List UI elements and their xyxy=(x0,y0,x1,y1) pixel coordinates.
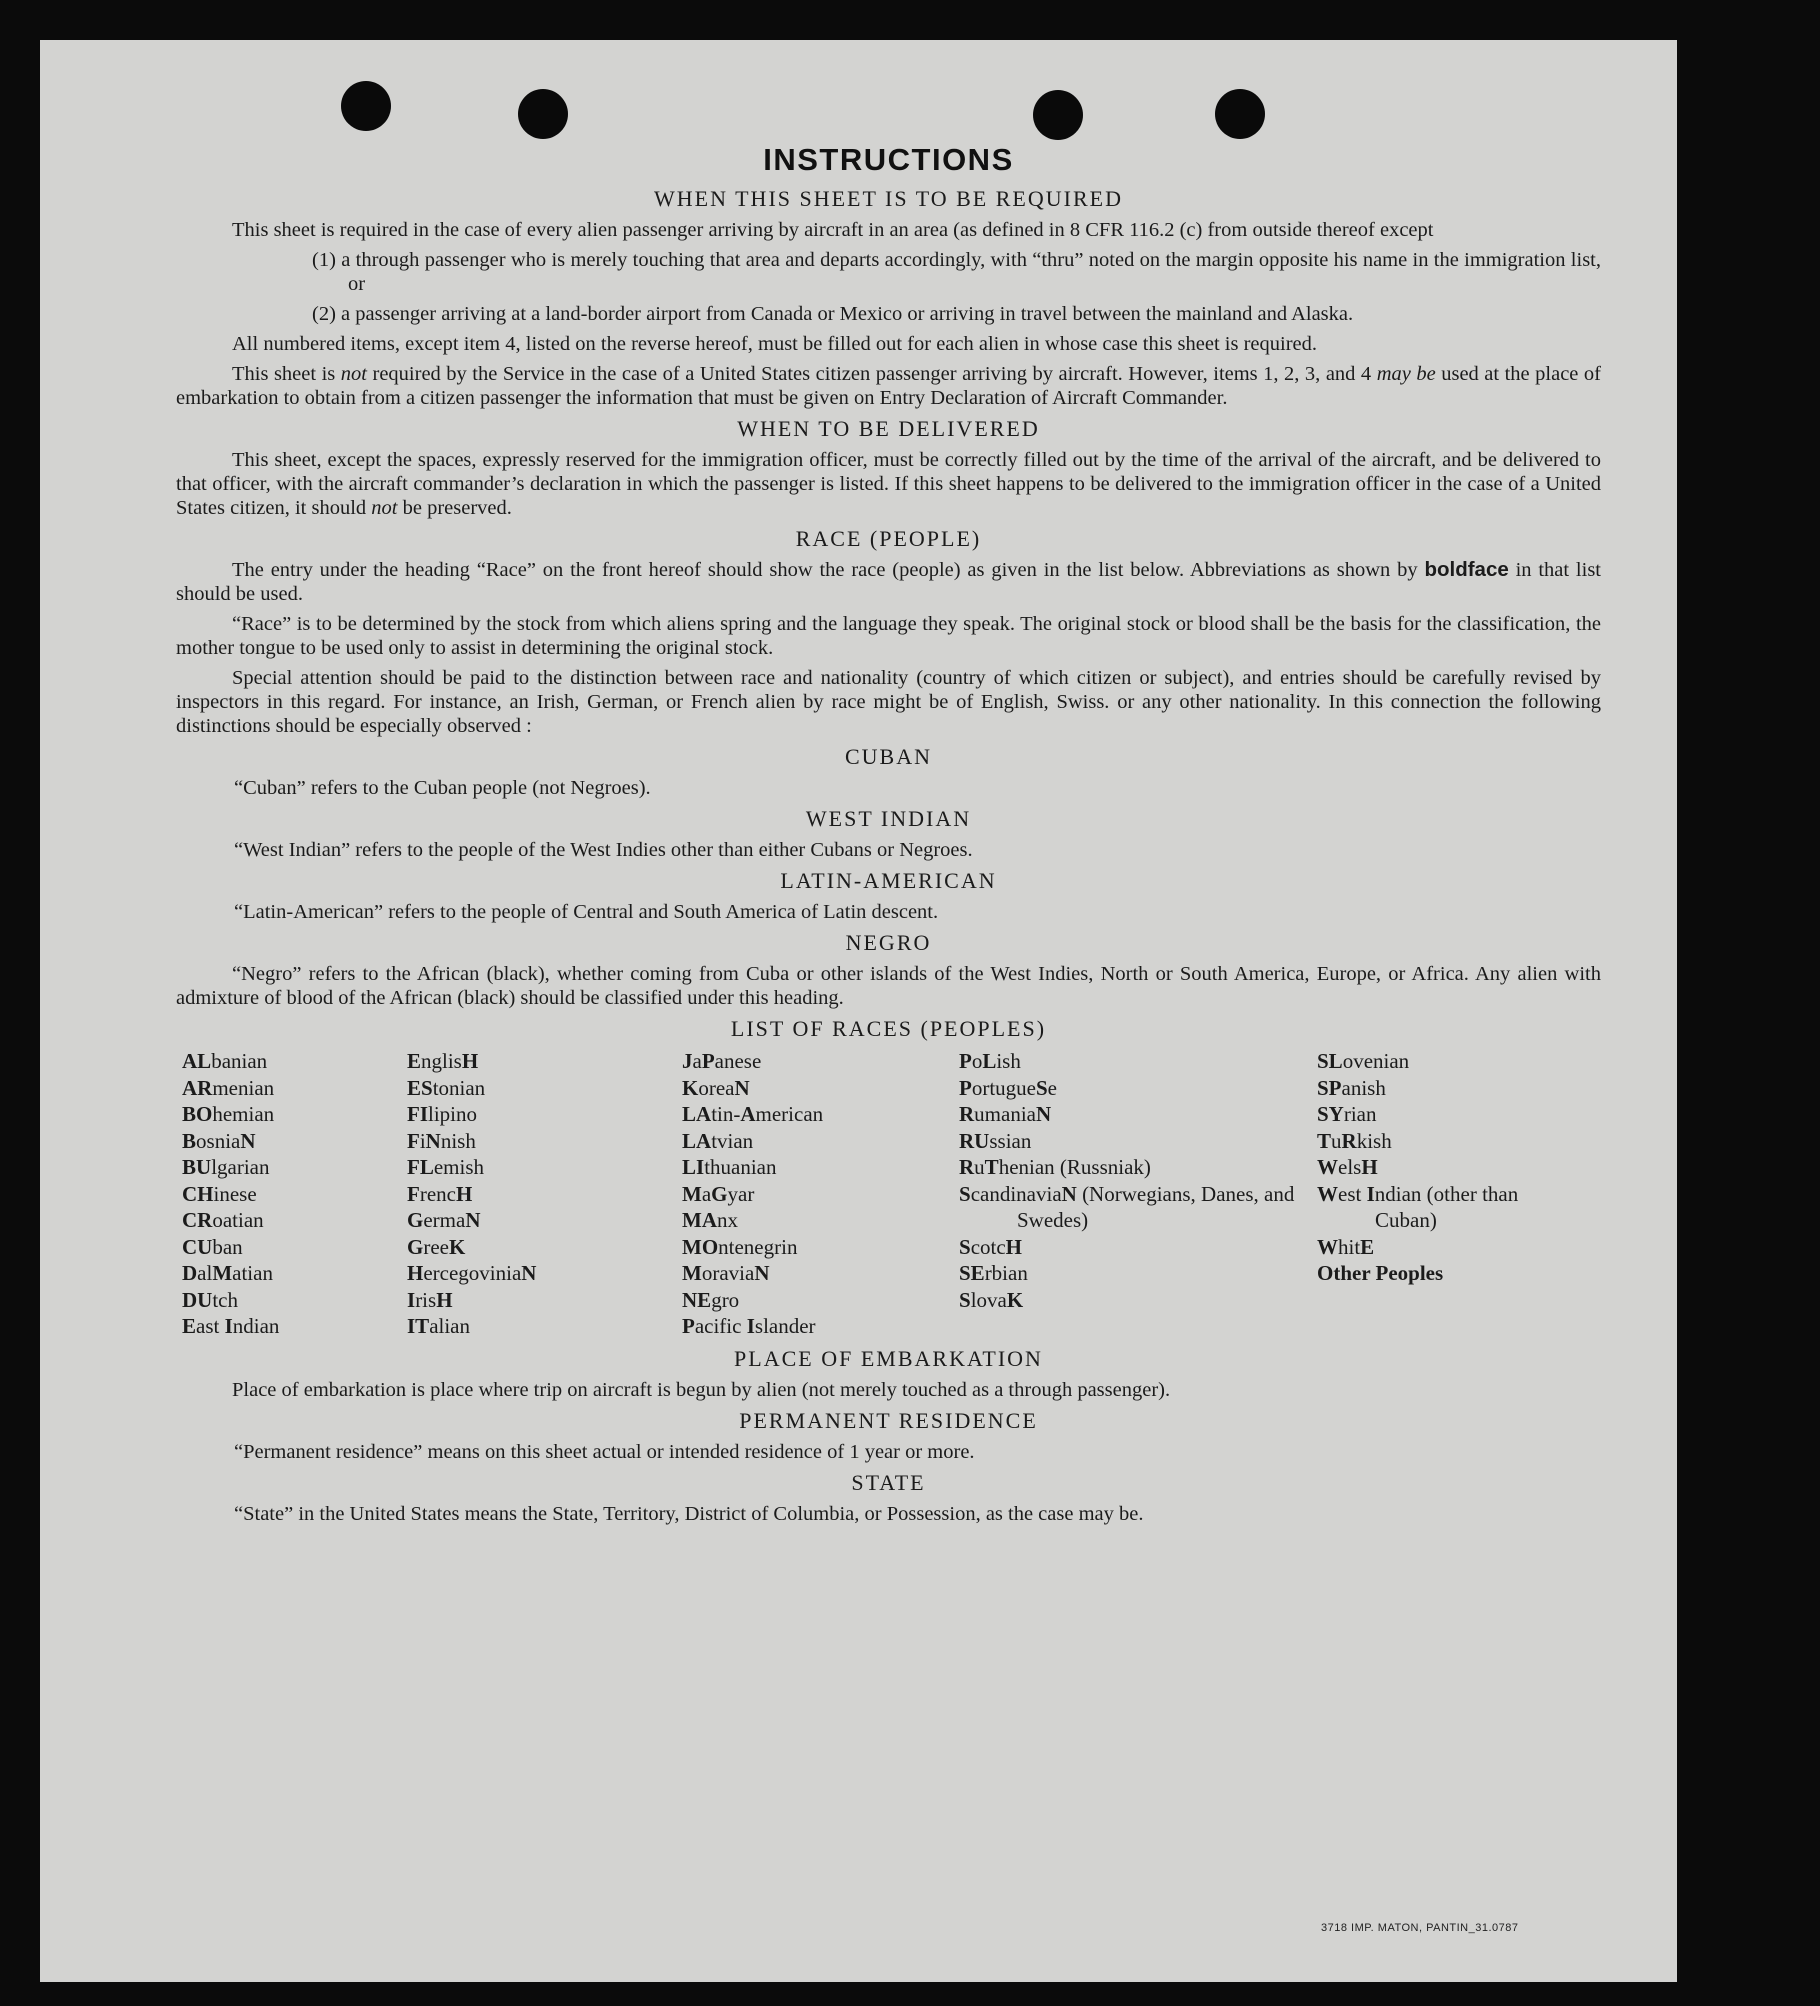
race-list-item: LAtvian xyxy=(682,1128,754,1153)
race-list-item: TuRkish xyxy=(1317,1128,1392,1153)
exception-item-1: (1) a through passenger who is merely touching that area and departs accordingly, with “thru” noted on the margin opposite his name in the immigration list, or xyxy=(312,249,1601,295)
printer-imprint: 3718 IMP. MATON, PANTIN_31.0787 xyxy=(1321,1922,1519,1934)
heading-west-indian: WEST INDIAN xyxy=(805,806,972,831)
race-list xyxy=(182,1048,1601,1340)
race-list-item: PortugueSe xyxy=(959,1075,1057,1100)
race-list-item: GermaN xyxy=(407,1208,481,1232)
numbered-items-note: All numbered items, except item 4, listed on the reverse hereof, must be filled out for each alien in whose case this sheet is required. xyxy=(232,333,1318,355)
heading-negro: NEGRO xyxy=(845,930,932,955)
race-list-item: ScandinaviaN (Norwegians, Danes, and Swedes) xyxy=(959,1181,1295,1232)
race-list-item: DUtch xyxy=(182,1287,238,1312)
embarkation-text: Place of embarkation is place where trip on aircraft is begun by alien (not merely touched as a through passenger). xyxy=(232,1378,1171,1401)
race-list-item: KoreaN xyxy=(682,1075,750,1100)
race-list-item: RumaniaN xyxy=(959,1102,1052,1126)
race-paragraph-1: The entry under the heading “Race” on the front hereof should show the race (people) as given in the list below. Abbreviations as shown by boldface in that list should be used. xyxy=(176,558,1601,605)
race-list-item: EStonian xyxy=(407,1075,486,1100)
race-list-item: GreeK xyxy=(407,1234,466,1259)
race-list-item: FIlipino xyxy=(407,1102,478,1126)
race-list-item: ALbanian xyxy=(182,1049,268,1073)
page-title: INSTRUCTIONS xyxy=(763,142,1014,177)
race-paragraph-2: “Race” is to be determined by the stock from which aliens spring and the language they speak. The original stock or blood shall be the basis for the classification, the mother tongue to be used only to assist in determining the original stock. xyxy=(176,613,1601,659)
race-list-item: BUlgarian xyxy=(182,1155,270,1179)
delivery-text: This sheet, except the spaces, expressly reserved for the immigration officer, must be correctly filled out by the time of the arrival of the aircraft, and be delivered to that officer, with the aircraft commander’s declaration in which the passenger is listed. If this sheet happens to be delivered to the immigration officer in the case of a United States citizen, it should not be preserved. xyxy=(176,449,1601,519)
race-list-item: West Indian (other than Cuban) xyxy=(1317,1181,1519,1232)
race-list-item: CHinese xyxy=(182,1181,257,1206)
race-list-item: Other Peoples xyxy=(1317,1261,1444,1285)
race-list-item: ARmenian xyxy=(182,1075,275,1100)
race-list-item: RuThenian (Russniak) xyxy=(959,1155,1151,1179)
race-list-item: SLovenian xyxy=(1317,1049,1410,1073)
race-list-item: DalMatian xyxy=(182,1261,273,1285)
race-column xyxy=(682,1048,959,1340)
race-list-item: CUban xyxy=(182,1234,243,1259)
race-list-item: East Indian xyxy=(182,1314,280,1338)
race-column xyxy=(407,1048,682,1340)
citizen-note: This sheet is not required by the Service in the case of a United States citizen passenger arriving by aircraft. However, items 1, 2, 3, and 4 may be used at the place of embarkation to obtain from a citizen passenger the information that must be given on Entry Declaration of Aircraft Commander. xyxy=(176,363,1601,409)
race-list-item: FLemish xyxy=(407,1155,485,1179)
race-list-item: BosniaN xyxy=(182,1128,256,1153)
heading-state: STATE xyxy=(851,1469,926,1495)
west-indian-text: “West Indian” refers to the people of the West Indies other than either Cubans or Negroes. xyxy=(234,839,973,861)
latin-american-text: “Latin-American” refers to the people of Central and South America of Latin descent. xyxy=(234,901,939,923)
race-list-item: NEgro xyxy=(682,1287,740,1312)
race-list-item: PoLish xyxy=(959,1049,1021,1073)
heading-list-of-races: LIST OF RACES (PEOPLES) xyxy=(730,1016,1047,1041)
heading-cuban: CUBAN xyxy=(844,744,932,769)
instructions-body xyxy=(176,104,1601,1532)
race-list-item: ITalian xyxy=(407,1314,470,1338)
race-column xyxy=(1317,1048,1567,1340)
race-list-item: IrisH xyxy=(407,1287,453,1312)
race-list-item: FrencH xyxy=(407,1181,473,1206)
heading-when-required: WHEN THIS SHEET IS TO BE REQUIRED xyxy=(654,186,1123,211)
heading-latin-american: LATIN-AMERICAN xyxy=(780,868,997,893)
exception-item-2: (2) a passenger arriving at a land-border airport from Canada or Mexico or arriving in travel between the mainland and Alaska. xyxy=(312,303,1354,325)
state-text: “State” in the United States means the State, Territory, District of Columbia, or Possession, as the case may be. xyxy=(234,1502,1144,1525)
race-list-item: SPanish xyxy=(1317,1075,1386,1100)
race-list-item: RUssian xyxy=(959,1128,1032,1153)
instruction-sheet xyxy=(40,40,1677,1982)
heading-embarkation: PLACE OF EMBARKATION xyxy=(734,1345,1043,1371)
race-list-item: JaPanese xyxy=(682,1049,762,1073)
race-paragraph-3: Special attention should be paid to the distinction between race and nationality (country of which citizen or subject), and entries should be carefully revised by inspectors in this regard. For instance, an Irish, German, or French alien by race might be of English, Swiss. or any other nationality. In this connection the following distinctions should be especially observed : xyxy=(176,667,1601,737)
race-list-item: LIthuanian xyxy=(682,1155,777,1179)
race-list-item: SlovaK xyxy=(959,1287,1024,1312)
race-list-item: BOhemian xyxy=(182,1102,275,1126)
race-list-item: ScotcH xyxy=(959,1234,1023,1259)
race-list-item: SYrian xyxy=(1317,1102,1377,1126)
cuban-text: “Cuban” refers to the Cuban people (not Negroes). xyxy=(234,777,651,799)
race-list-item: MoraviaN xyxy=(682,1261,770,1285)
race-list-item: SErbian xyxy=(959,1261,1028,1285)
race-column xyxy=(182,1048,407,1340)
race-list-item: FiNnish xyxy=(407,1128,476,1153)
race-list-item: WhitE xyxy=(1317,1234,1375,1259)
race-list-item: MaGyar xyxy=(682,1181,755,1206)
heading-permanent-residence: PERMANENT RESIDENCE xyxy=(739,1407,1038,1433)
race-list-item: Pacific Islander xyxy=(682,1314,816,1338)
race-list-item: MAnx xyxy=(682,1208,738,1232)
race-list-item: EnglisH xyxy=(407,1049,479,1073)
race-list-item: HercegoviniaN xyxy=(407,1261,537,1285)
when-required-intro: This sheet is required in the case of every alien passenger arriving by aircraft in an area (as defined in 8 CFR 116.2 (c) from outside thereof except xyxy=(232,219,1434,241)
race-list-item: MOntenegrin xyxy=(682,1234,798,1259)
negro-text: “Negro” refers to the African (black), whether coming from Cuba or other islands of the West Indies, North or South America, Europe, or Africa. Any alien with admixture of blood of the African (black) should be classified under this heading. xyxy=(176,963,1601,1009)
race-list-item: WelsH xyxy=(1317,1155,1378,1179)
residence-text: “Permanent residence” means on this sheet actual or intended residence of 1 year or more. xyxy=(234,1440,975,1463)
race-list-item: CRoatian xyxy=(182,1208,264,1232)
heading-race: RACE (PEOPLE) xyxy=(795,526,982,551)
heading-when-delivered: WHEN TO BE DELIVERED xyxy=(737,416,1040,441)
race-list-item: LAtin-American xyxy=(682,1102,824,1126)
race-column xyxy=(959,1048,1317,1340)
